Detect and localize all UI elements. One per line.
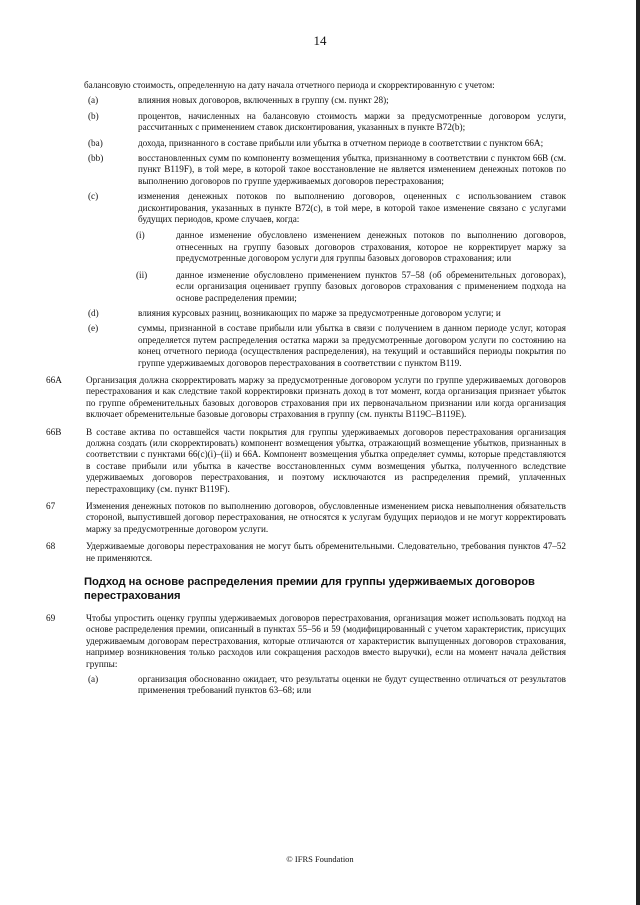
sub-list-item: (ii) данное изменение обусловлено применением пунктов 57–58 (об обременительных договорах), если организация оценивает группу базовых договоров страхования с применением подхода на основе распределения премии; — [136, 269, 566, 303]
list-item: (ba) дохода, признанного в составе прибыли или убытка в отчетном периоде в соответствии с пунктом 66A; — [88, 137, 544, 148]
paragraph-68: 68 Удерживаемые договоры перестрахования не могут быть обременительными. Следовательно, требования пунктов 47–52 не применяются. — [46, 541, 566, 563]
page-number: 14 — [313, 33, 327, 48]
list-item: (bb) восстановленных сумм по компоненту возмещения убытка, признанному в соответствии с пунктом 66B (см. пункт B119F), в той мере, в которой такое восстановление не является изменением денежных потоков по выполнению договоров по группе удерживаемых договоров перестрахования; — [88, 153, 566, 186]
intro-text: балансовую стоимость, определенную на дату начала отчетного периода и скорректированную с учетом: — [84, 80, 495, 90]
paragraph-69: 69 Чтобы упростить оценку группы удерживаемых договоров перестрахования, организация может использовать подход на основе распределения премии, описанный в пунктах 55–56 и 59 (модифицированный с учетом характеристик, присущих удерживаемым договорам перестрахования, которые отличаются от характеристик выпущенных договоров страхования, например возникновения только расходов или сокращения расходов вместо выручки), если на момент начала действия группы: — [46, 613, 566, 669]
footer-copyright: © IFRS Foundation — [286, 854, 354, 864]
sub-list-item: (i) данное изменение обусловлено изменением денежных потоков по выполнению договоров, отнесенных на группу базовых договоров страхования, которое не корректирует маржу за предусмотренные договором услуги для группы базовых договоров страхования; или — [136, 230, 566, 264]
list-item: (b) процентов, начисленных на балансовую стоимость маржи за предусмотренные договором услуги, рассчитанных с применением ставок дисконтирования, указанных в пункте B72(b); — [88, 110, 566, 133]
scan-edge — [636, 0, 640, 905]
paragraph-66a: 66A Организация должна скорректировать маржу за предусмотренные договором услуги по группе удерживаемых договоров перестрахования и как следствие такой корректировки признать доход в тот момент, когда организация признает убыток по группе обременительных базовых договоров страхования при их первоначальном признании или когда организация включает обременительные базовые договоры страхования в группу (см. пункты B119C–B119E). — [46, 374, 566, 420]
list-item: (d) влияния курсовых разниц, возникающих по марже за предусмотренные договором услуги; и — [88, 307, 501, 318]
list-item: (a) влияния новых договоров, включенных в группу (см. пункт 28); — [88, 95, 389, 106]
page-body — [46, 80, 566, 697]
paragraph-67: 67 Изменения денежных потоков по выполнению договоров, обусловленные изменением риска невыполнения обязательств стороной, выпустившей договор перестрахования, не относятся к услугам будущих периодов и не могут корректировать маржу за предусмотренные договором услуги. — [46, 501, 566, 534]
list-item: (e) суммы, признанной в составе прибыли или убытка в связи с получением в данном периоде услуг, которая определяется путем распределения остатка маржи за предусмотренные договором услуги по состоянию на конец отчетного периода (осуществления распределения), на текущий и оставшийся периоды покрытия по группе удерживаемых договоров перестрахования в соответствии с пунктом B119. — [88, 323, 566, 368]
list-item: (a) организация обоснованно ожидает, что результаты оценки не будут существенно отличаться от результатов применения требований пунктов 63–68; или — [88, 674, 566, 696]
paragraph-66b: 66B В составе актива по оставшейся части покрытия для группы удерживаемых договоров перестрахования организация должна создать (или скорректировать) компонент возмещения убытка, отражающий возмещение убытков, признанных в соответствии с пунктами 66(c)(i)–(ii) и 66A. Компонент возмещения убытка определяет суммы, которые представляются в составе прибыли или убытка в качестве восстановленных сумм возмещения убытка, полученного вследствие удерживаемых договоров перестрахования, и поэтому исключаются из распределения премий, уплаченных перестраховщику (см. пункт B119F). — [46, 426, 566, 494]
section-heading: Подход на основе распределения премии для группы удерживаемых договоров перестрахования — [84, 576, 535, 602]
list-item: (c) изменения денежных потоков по выполнению договоров, оцененных с использованием ставок дисконтирования, указанных в пункте B72(c), в той мере, в которой такое изменение связано с услугами будущих периодов, кроме случаев, когда: — [88, 191, 566, 225]
